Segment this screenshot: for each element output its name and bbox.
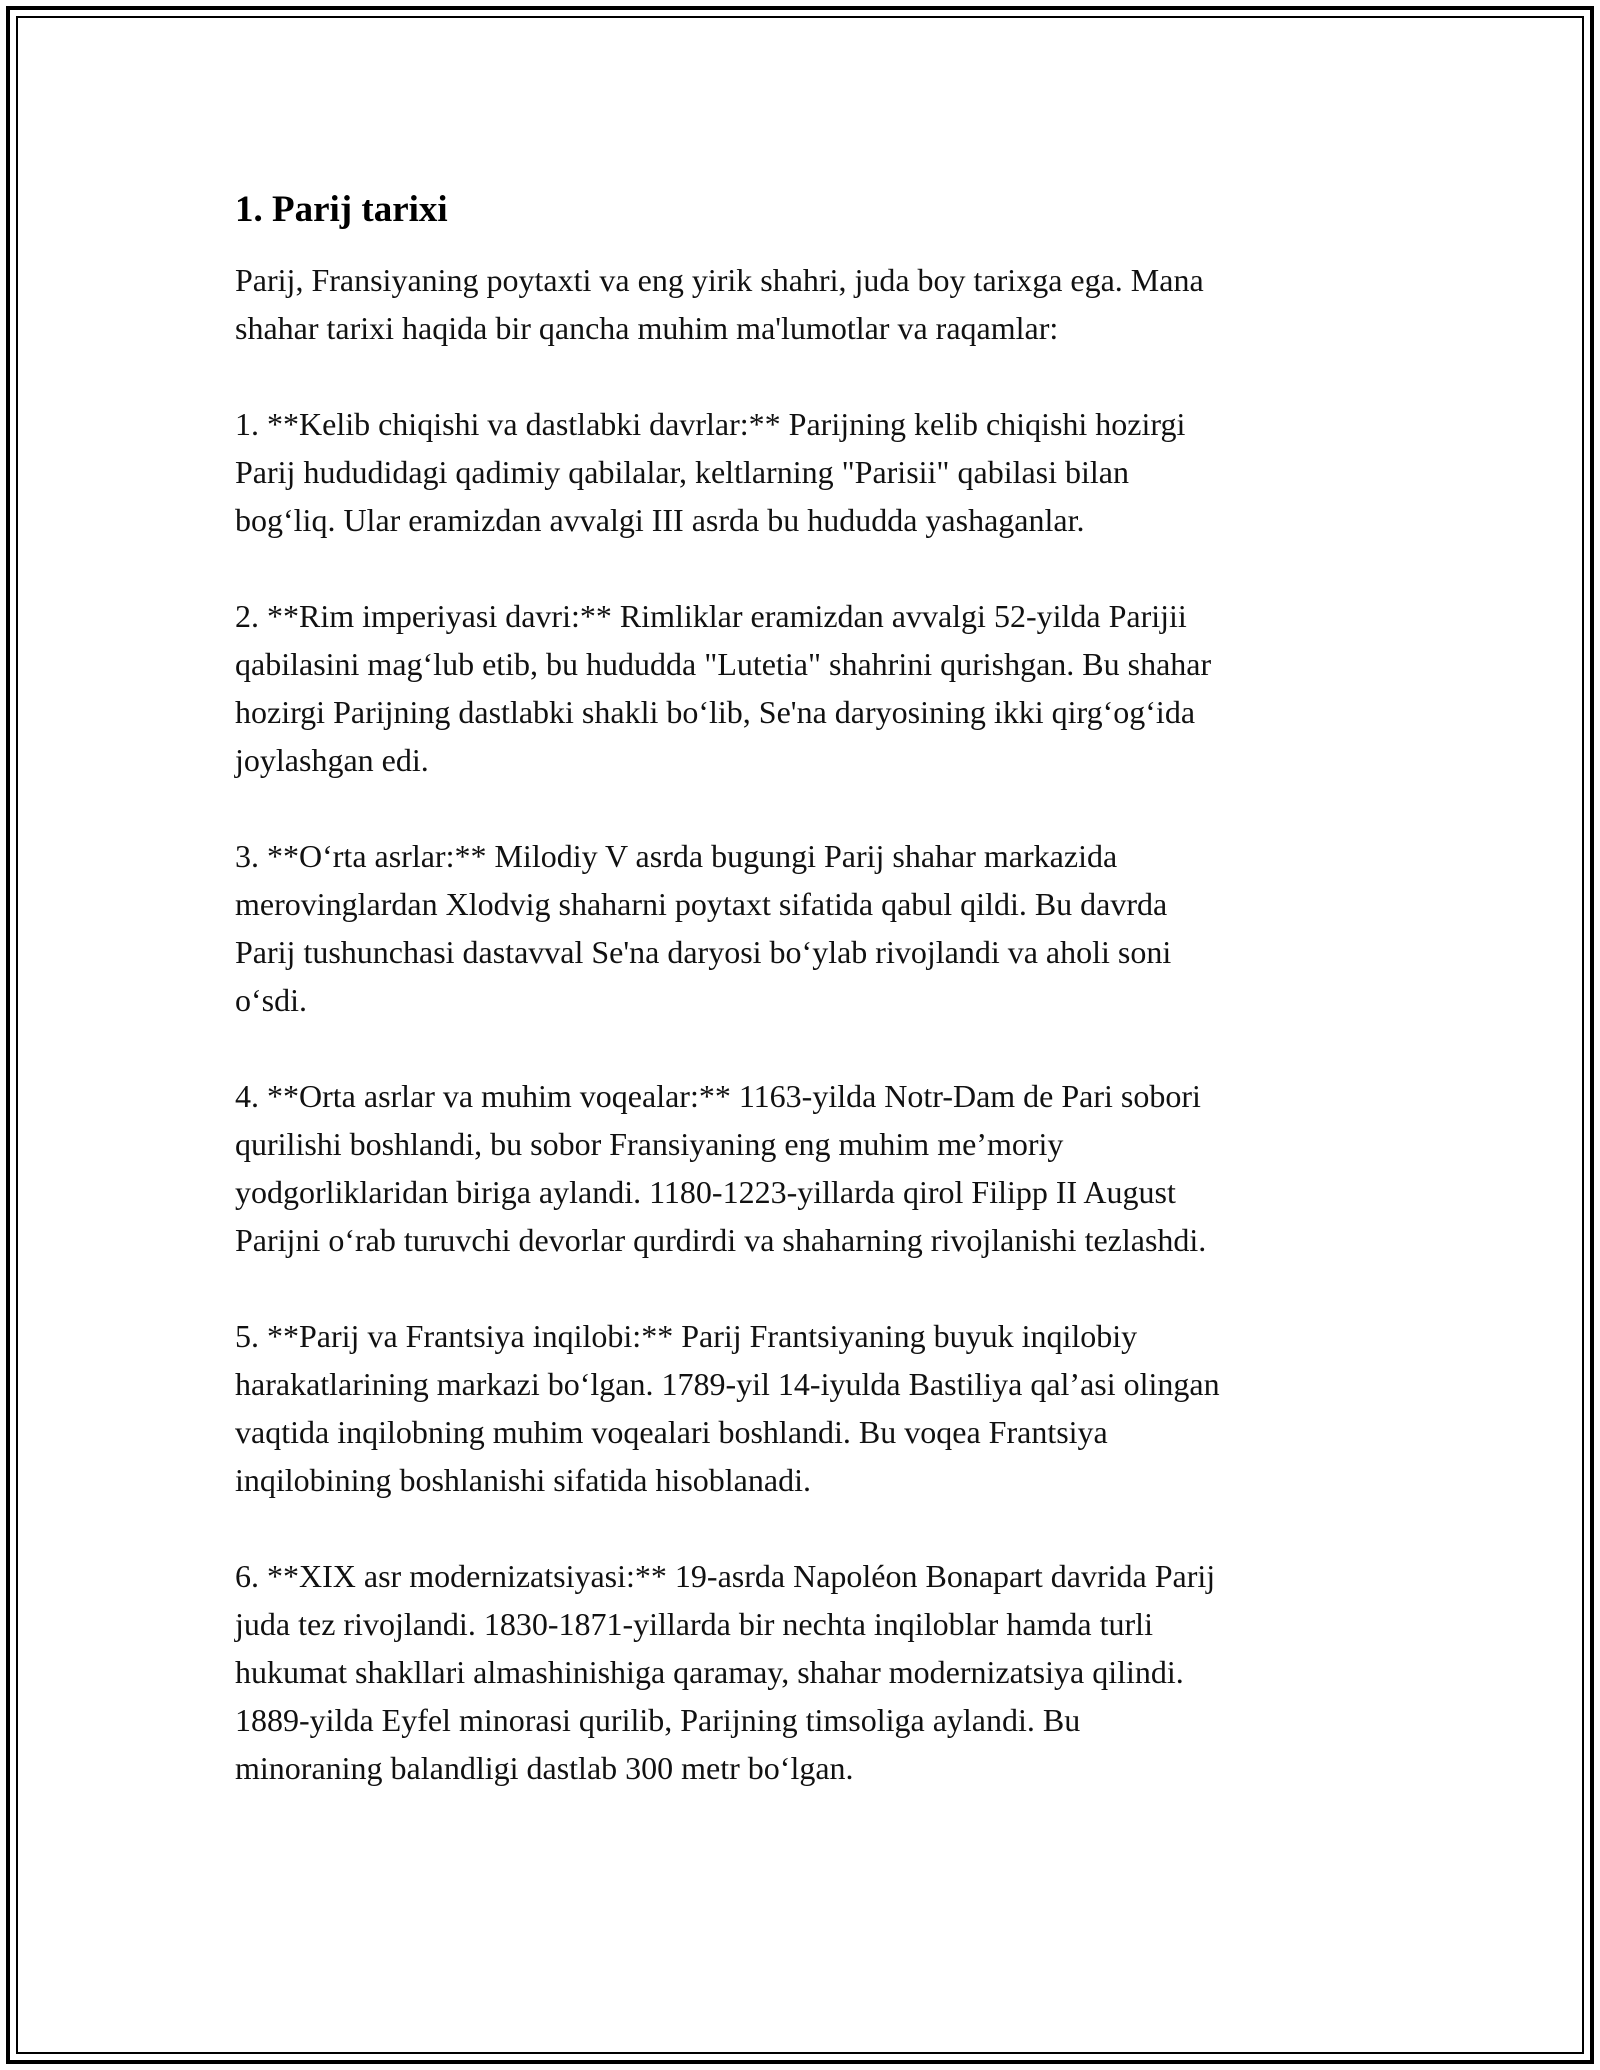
document-title: 1. Parij tarixi: [235, 189, 448, 230]
paragraph-revolution: 5. **Parij va Frantsiya inqilobi:** Parij Frantsiyaning buyuk inqilobiy harakatlarining markazi bo‘lgan. 1789-yil 14-iyulda Bastiliya qal’asi olingan vaqtida inqilobning muhim voqealari boshlandi. Bu voqea Frantsiya inqilobining boshlanishi sifatida hisoblanadi.: [235, 1318, 1220, 1498]
document-body: [235, 186, 1385, 1840]
paragraph-middle-ages: 3. **O‘rta asrlar:** Milodiy V asrda bugungi Parij shahar markazida merovinglardan Xlodvig shaharni poytaxt sifatida qabul qildi. Bu davrda Parij tushunchasi dastavval Se'na daryosi bo‘ylab rivojlandi va aholi soni o‘sdi.: [235, 838, 1172, 1018]
paragraph-roman-era: 2. **Rim imperiyasi davri:** Rimliklar eramizdan avvalgi 52-yilda Parijii qabilasini mag‘lub etib, bu hududda "Lutetia" shahrini qurishgan. Bu shahar hozirgi Parijning dastlabki shakli bo‘lib, Se'na daryosining ikki qirg‘og‘ida joylashgan edi.: [235, 598, 1212, 778]
paragraph-medieval-events: 4. **Orta asrlar va muhim voqealar:** 1163-yilda Notr-Dam de Pari sobori qurilishi boshlandi, bu sobor Fransiyaning eng muhim me’moriy yodgorliklaridan biriga aylandi. 1180-1223-yillarda qirol Filipp II August Parijni o‘rab turuvchi devorlar qurdirdi va shaharning rivojlanishi tezlashdi.: [235, 1078, 1207, 1258]
paragraph-origins: 1. **Kelib chiqishi va dastlabki davrlar:** Parijning kelib chiqishi hozirgi Parij hududidagi qadimiy qabilalar, keltlarning "Parisii" qabilasi bilan bog‘liq. Ular eramizdan avvalgi III asrda bu hududda yashaganlar.: [235, 406, 1186, 538]
intro-paragraph: Parij, Fransiyaning poytaxti va eng yirik shahri, juda boy tarixga ega. Mana shahar tarixi haqida bir qancha muhim ma'lumotlar va raqamlar:: [235, 262, 1204, 346]
paragraph-19th-century: 6. **XIX asr modernizatsiyasi:** 19-asrda Napoléon Bonapart davrida Parij juda tez rivojlandi. 1830-1871-yillarda bir nechta inqiloblar hamda turli hukumat shakllari almashinishiga qaramay, shahar modernizatsiya qilindi. 1889-yilda Eyfel minorasi qurilib, Parijning timsoliga aylandi. Bu minoraning balandligi dastlab 300 metr bo‘lgan.: [235, 1558, 1216, 1786]
